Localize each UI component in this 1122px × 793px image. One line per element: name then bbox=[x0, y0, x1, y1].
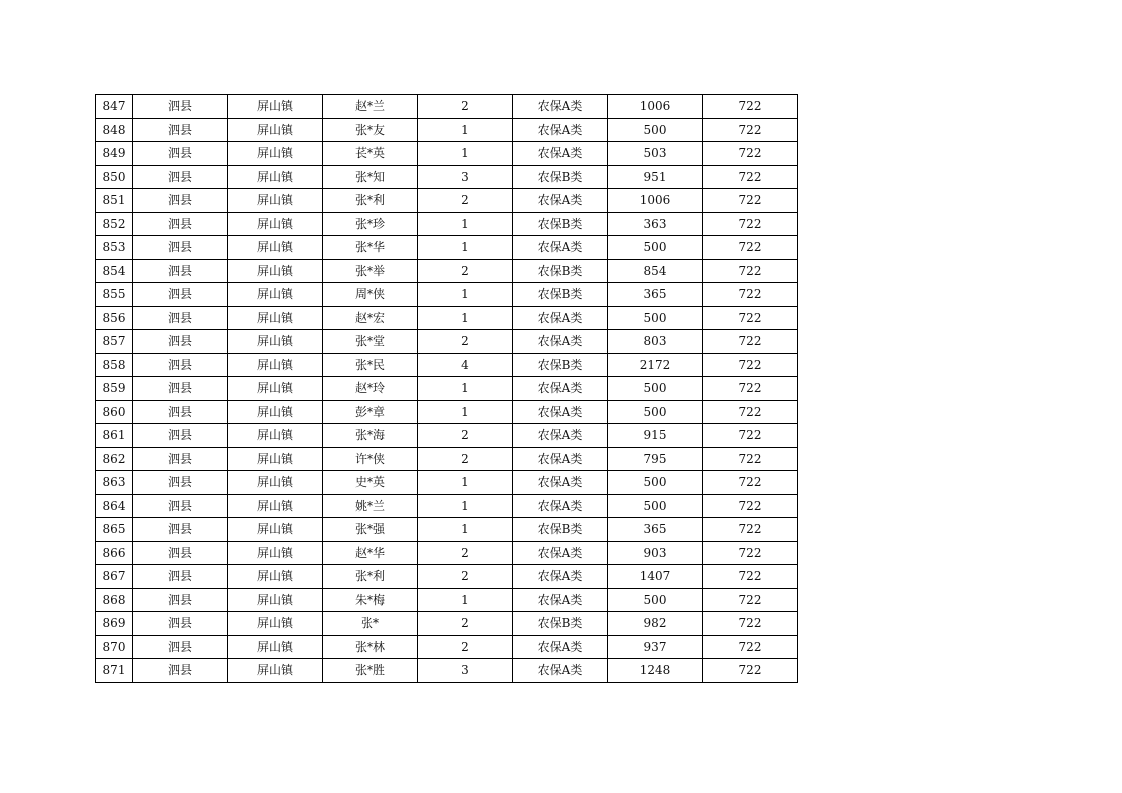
insurance-type-cell: 农保B类 bbox=[513, 518, 608, 542]
amount-cell: 1407 bbox=[608, 565, 703, 589]
amount-cell: 1248 bbox=[608, 659, 703, 683]
town-cell: 屏山镇 bbox=[228, 142, 323, 166]
town-cell: 屏山镇 bbox=[228, 95, 323, 119]
insurance-type-cell: 农保A类 bbox=[513, 659, 608, 683]
household-count-cell: 1 bbox=[418, 588, 513, 612]
amount-cell: 982 bbox=[608, 612, 703, 636]
town-cell: 屏山镇 bbox=[228, 635, 323, 659]
row-number: 858 bbox=[96, 353, 133, 377]
household-count-cell: 4 bbox=[418, 353, 513, 377]
town-cell: 屏山镇 bbox=[228, 283, 323, 307]
spreadsheet-page bbox=[95, 94, 798, 683]
table-row bbox=[96, 330, 798, 354]
table-row bbox=[96, 659, 798, 683]
county-cell: 泗县 bbox=[133, 330, 228, 354]
insurance-type-cell: 农保A类 bbox=[513, 588, 608, 612]
county-cell: 泗县 bbox=[133, 165, 228, 189]
row-number: 871 bbox=[96, 659, 133, 683]
table-row bbox=[96, 259, 798, 283]
amount-cell: 363 bbox=[608, 212, 703, 236]
household-count-cell: 2 bbox=[418, 259, 513, 283]
county-cell: 泗县 bbox=[133, 118, 228, 142]
table-row bbox=[96, 377, 798, 401]
county-cell: 泗县 bbox=[133, 541, 228, 565]
town-cell: 屏山镇 bbox=[228, 400, 323, 424]
table-row bbox=[96, 283, 798, 307]
name-cell: 张*利 bbox=[323, 565, 418, 589]
row-number: 867 bbox=[96, 565, 133, 589]
standard-cell: 722 bbox=[703, 212, 798, 236]
standard-cell: 722 bbox=[703, 306, 798, 330]
household-count-cell: 2 bbox=[418, 565, 513, 589]
standard-cell: 722 bbox=[703, 588, 798, 612]
table-row bbox=[96, 165, 798, 189]
town-cell: 屏山镇 bbox=[228, 189, 323, 213]
row-number: 854 bbox=[96, 259, 133, 283]
county-cell: 泗县 bbox=[133, 400, 228, 424]
town-cell: 屏山镇 bbox=[228, 306, 323, 330]
amount-cell: 1006 bbox=[608, 189, 703, 213]
insurance-type-cell: 农保A类 bbox=[513, 471, 608, 495]
name-cell: 许*侠 bbox=[323, 447, 418, 471]
insurance-type-cell: 农保B类 bbox=[513, 165, 608, 189]
household-count-cell: 3 bbox=[418, 659, 513, 683]
row-number: 868 bbox=[96, 588, 133, 612]
standard-cell: 722 bbox=[703, 259, 798, 283]
name-cell: 张*友 bbox=[323, 118, 418, 142]
county-cell: 泗县 bbox=[133, 447, 228, 471]
name-cell: 赵*兰 bbox=[323, 95, 418, 119]
amount-cell: 500 bbox=[608, 471, 703, 495]
town-cell: 屏山镇 bbox=[228, 377, 323, 401]
name-cell: 周*侠 bbox=[323, 283, 418, 307]
standard-cell: 722 bbox=[703, 659, 798, 683]
row-number: 855 bbox=[96, 283, 133, 307]
table-row bbox=[96, 212, 798, 236]
amount-cell: 2172 bbox=[608, 353, 703, 377]
table-row bbox=[96, 142, 798, 166]
standard-cell: 722 bbox=[703, 447, 798, 471]
row-number: 862 bbox=[96, 447, 133, 471]
insurance-type-cell: 农保B类 bbox=[513, 259, 608, 283]
insurance-type-cell: 农保B类 bbox=[513, 353, 608, 377]
insurance-type-cell: 农保A类 bbox=[513, 565, 608, 589]
standard-cell: 722 bbox=[703, 165, 798, 189]
insurance-type-cell: 农保A类 bbox=[513, 95, 608, 119]
town-cell: 屏山镇 bbox=[228, 212, 323, 236]
county-cell: 泗县 bbox=[133, 142, 228, 166]
household-count-cell: 1 bbox=[418, 494, 513, 518]
town-cell: 屏山镇 bbox=[228, 236, 323, 260]
county-cell: 泗县 bbox=[133, 471, 228, 495]
standard-cell: 722 bbox=[703, 330, 798, 354]
insurance-type-cell: 农保B类 bbox=[513, 212, 608, 236]
county-cell: 泗县 bbox=[133, 494, 228, 518]
row-number: 856 bbox=[96, 306, 133, 330]
insurance-type-cell: 农保A类 bbox=[513, 236, 608, 260]
insurance-type-cell: 农保A类 bbox=[513, 330, 608, 354]
name-cell: 张*堂 bbox=[323, 330, 418, 354]
amount-cell: 503 bbox=[608, 142, 703, 166]
insurance-type-cell: 农保A类 bbox=[513, 400, 608, 424]
town-cell: 屏山镇 bbox=[228, 165, 323, 189]
standard-cell: 722 bbox=[703, 142, 798, 166]
insurance-type-cell: 农保A类 bbox=[513, 635, 608, 659]
household-count-cell: 1 bbox=[418, 212, 513, 236]
standard-cell: 722 bbox=[703, 353, 798, 377]
town-cell: 屏山镇 bbox=[228, 424, 323, 448]
standard-cell: 722 bbox=[703, 635, 798, 659]
household-count-cell: 2 bbox=[418, 612, 513, 636]
table-row bbox=[96, 541, 798, 565]
insurance-type-cell: 农保A类 bbox=[513, 541, 608, 565]
row-number: 849 bbox=[96, 142, 133, 166]
row-number: 865 bbox=[96, 518, 133, 542]
amount-cell: 915 bbox=[608, 424, 703, 448]
name-cell: 史*英 bbox=[323, 471, 418, 495]
row-number: 866 bbox=[96, 541, 133, 565]
table-row bbox=[96, 424, 798, 448]
standard-cell: 722 bbox=[703, 541, 798, 565]
insurance-type-cell: 农保A类 bbox=[513, 142, 608, 166]
table-row bbox=[96, 635, 798, 659]
insurance-type-cell: 农保A类 bbox=[513, 118, 608, 142]
amount-cell: 365 bbox=[608, 518, 703, 542]
amount-cell: 500 bbox=[608, 588, 703, 612]
town-cell: 屏山镇 bbox=[228, 565, 323, 589]
row-number: 859 bbox=[96, 377, 133, 401]
table-row bbox=[96, 95, 798, 119]
household-count-cell: 1 bbox=[418, 471, 513, 495]
amount-cell: 854 bbox=[608, 259, 703, 283]
name-cell: 赵*玲 bbox=[323, 377, 418, 401]
insurance-type-cell: 农保B类 bbox=[513, 283, 608, 307]
household-count-cell: 1 bbox=[418, 283, 513, 307]
amount-cell: 803 bbox=[608, 330, 703, 354]
name-cell: 张*利 bbox=[323, 189, 418, 213]
amount-cell: 500 bbox=[608, 400, 703, 424]
standard-cell: 722 bbox=[703, 424, 798, 448]
table-row bbox=[96, 588, 798, 612]
name-cell: 彭*章 bbox=[323, 400, 418, 424]
household-count-cell: 1 bbox=[418, 377, 513, 401]
table-row bbox=[96, 236, 798, 260]
town-cell: 屏山镇 bbox=[228, 353, 323, 377]
standard-cell: 722 bbox=[703, 283, 798, 307]
row-number: 852 bbox=[96, 212, 133, 236]
standard-cell: 722 bbox=[703, 612, 798, 636]
row-number: 848 bbox=[96, 118, 133, 142]
name-cell: 张*华 bbox=[323, 236, 418, 260]
household-count-cell: 1 bbox=[418, 306, 513, 330]
town-cell: 屏山镇 bbox=[228, 541, 323, 565]
amount-cell: 500 bbox=[608, 494, 703, 518]
insurance-type-cell: 农保A类 bbox=[513, 189, 608, 213]
county-cell: 泗县 bbox=[133, 283, 228, 307]
household-count-cell: 1 bbox=[418, 400, 513, 424]
insurance-type-cell: 农保A类 bbox=[513, 377, 608, 401]
standard-cell: 722 bbox=[703, 518, 798, 542]
county-cell: 泗县 bbox=[133, 377, 228, 401]
name-cell: 苌*英 bbox=[323, 142, 418, 166]
name-cell: 赵*宏 bbox=[323, 306, 418, 330]
table-row bbox=[96, 565, 798, 589]
row-number: 863 bbox=[96, 471, 133, 495]
town-cell: 屏山镇 bbox=[228, 659, 323, 683]
name-cell: 朱*梅 bbox=[323, 588, 418, 612]
household-count-cell: 3 bbox=[418, 165, 513, 189]
county-cell: 泗县 bbox=[133, 236, 228, 260]
county-cell: 泗县 bbox=[133, 588, 228, 612]
name-cell: 张*强 bbox=[323, 518, 418, 542]
name-cell: 赵*华 bbox=[323, 541, 418, 565]
standard-cell: 722 bbox=[703, 118, 798, 142]
standard-cell: 722 bbox=[703, 377, 798, 401]
county-cell: 泗县 bbox=[133, 659, 228, 683]
town-cell: 屏山镇 bbox=[228, 494, 323, 518]
row-number: 853 bbox=[96, 236, 133, 260]
county-cell: 泗县 bbox=[133, 353, 228, 377]
household-count-cell: 2 bbox=[418, 424, 513, 448]
standard-cell: 722 bbox=[703, 189, 798, 213]
table-row bbox=[96, 118, 798, 142]
amount-cell: 1006 bbox=[608, 95, 703, 119]
amount-cell: 500 bbox=[608, 236, 703, 260]
household-count-cell: 2 bbox=[418, 635, 513, 659]
town-cell: 屏山镇 bbox=[228, 612, 323, 636]
name-cell: 姚*兰 bbox=[323, 494, 418, 518]
table-row bbox=[96, 189, 798, 213]
insurance-type-cell: 农保A类 bbox=[513, 424, 608, 448]
amount-cell: 951 bbox=[608, 165, 703, 189]
standard-cell: 722 bbox=[703, 565, 798, 589]
household-count-cell: 1 bbox=[418, 118, 513, 142]
row-number: 864 bbox=[96, 494, 133, 518]
name-cell: 张*海 bbox=[323, 424, 418, 448]
amount-cell: 795 bbox=[608, 447, 703, 471]
standard-cell: 722 bbox=[703, 95, 798, 119]
county-cell: 泗县 bbox=[133, 259, 228, 283]
household-count-cell: 2 bbox=[418, 447, 513, 471]
row-number: 850 bbox=[96, 165, 133, 189]
data-table bbox=[95, 94, 798, 683]
table-row bbox=[96, 353, 798, 377]
amount-cell: 500 bbox=[608, 306, 703, 330]
name-cell: 张*珍 bbox=[323, 212, 418, 236]
town-cell: 屏山镇 bbox=[228, 518, 323, 542]
table-row bbox=[96, 447, 798, 471]
row-number: 851 bbox=[96, 189, 133, 213]
insurance-type-cell: 农保A类 bbox=[513, 494, 608, 518]
town-cell: 屏山镇 bbox=[228, 471, 323, 495]
household-count-cell: 2 bbox=[418, 189, 513, 213]
county-cell: 泗县 bbox=[133, 565, 228, 589]
row-number: 857 bbox=[96, 330, 133, 354]
county-cell: 泗县 bbox=[133, 95, 228, 119]
county-cell: 泗县 bbox=[133, 518, 228, 542]
standard-cell: 722 bbox=[703, 400, 798, 424]
name-cell: 张*知 bbox=[323, 165, 418, 189]
row-number: 869 bbox=[96, 612, 133, 636]
standard-cell: 722 bbox=[703, 494, 798, 518]
amount-cell: 903 bbox=[608, 541, 703, 565]
table-row bbox=[96, 494, 798, 518]
table-row bbox=[96, 306, 798, 330]
household-count-cell: 1 bbox=[418, 236, 513, 260]
standard-cell: 722 bbox=[703, 471, 798, 495]
county-cell: 泗县 bbox=[133, 635, 228, 659]
name-cell: 张* bbox=[323, 612, 418, 636]
household-count-cell: 1 bbox=[418, 142, 513, 166]
table-row bbox=[96, 471, 798, 495]
town-cell: 屏山镇 bbox=[228, 447, 323, 471]
row-number: 861 bbox=[96, 424, 133, 448]
standard-cell: 722 bbox=[703, 236, 798, 260]
insurance-type-cell: 农保A类 bbox=[513, 447, 608, 471]
county-cell: 泗县 bbox=[133, 189, 228, 213]
town-cell: 屏山镇 bbox=[228, 118, 323, 142]
household-count-cell: 2 bbox=[418, 330, 513, 354]
table-body bbox=[96, 95, 798, 683]
table-row bbox=[96, 612, 798, 636]
county-cell: 泗县 bbox=[133, 612, 228, 636]
town-cell: 屏山镇 bbox=[228, 330, 323, 354]
county-cell: 泗县 bbox=[133, 212, 228, 236]
insurance-type-cell: 农保B类 bbox=[513, 612, 608, 636]
amount-cell: 500 bbox=[608, 377, 703, 401]
name-cell: 张*举 bbox=[323, 259, 418, 283]
household-count-cell: 2 bbox=[418, 95, 513, 119]
name-cell: 张*林 bbox=[323, 635, 418, 659]
table-row bbox=[96, 518, 798, 542]
amount-cell: 500 bbox=[608, 118, 703, 142]
county-cell: 泗县 bbox=[133, 424, 228, 448]
town-cell: 屏山镇 bbox=[228, 259, 323, 283]
amount-cell: 937 bbox=[608, 635, 703, 659]
row-number: 870 bbox=[96, 635, 133, 659]
row-number: 847 bbox=[96, 95, 133, 119]
row-number: 860 bbox=[96, 400, 133, 424]
town-cell: 屏山镇 bbox=[228, 588, 323, 612]
table-row bbox=[96, 400, 798, 424]
household-count-cell: 2 bbox=[418, 541, 513, 565]
name-cell: 张*胜 bbox=[323, 659, 418, 683]
amount-cell: 365 bbox=[608, 283, 703, 307]
name-cell: 张*民 bbox=[323, 353, 418, 377]
household-count-cell: 1 bbox=[418, 518, 513, 542]
county-cell: 泗县 bbox=[133, 306, 228, 330]
insurance-type-cell: 农保A类 bbox=[513, 306, 608, 330]
